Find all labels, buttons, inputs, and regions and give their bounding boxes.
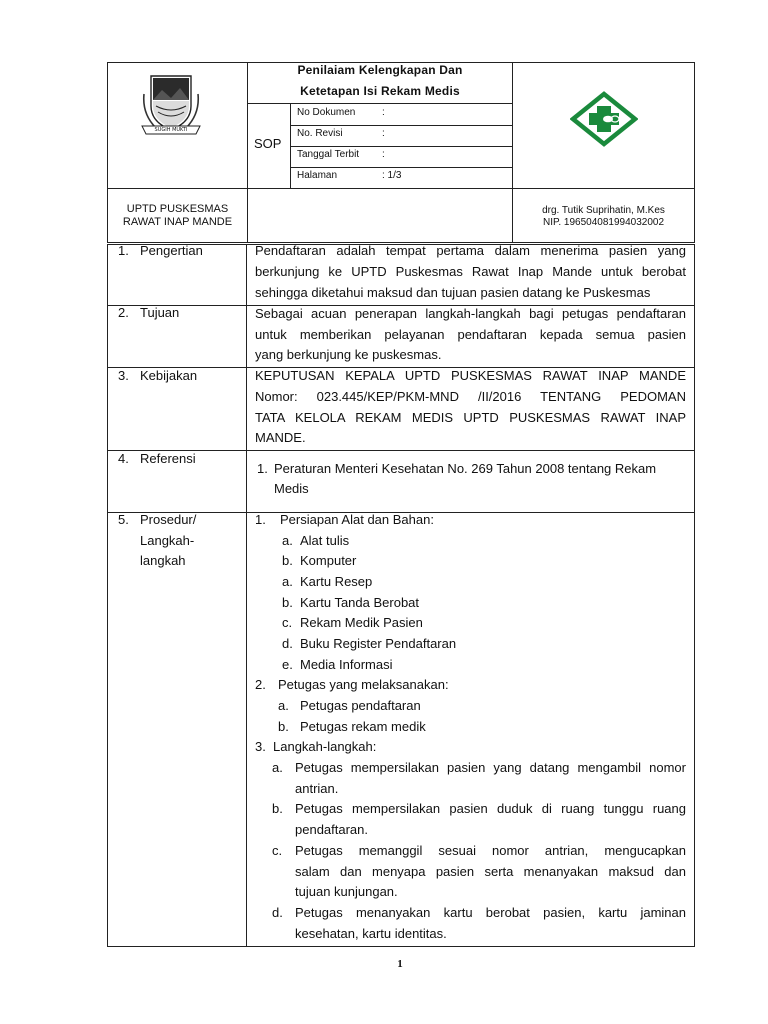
list-item-marker: c. (282, 615, 293, 630)
section-label-prosedur-3: langkah (140, 553, 186, 568)
referensi-line-2: Medis (274, 481, 309, 496)
meta-value-no-revisi: : (382, 128, 385, 139)
step-c-line-3: tujuan kunjungan. (295, 884, 398, 899)
list-item: Petugas rekam medik (300, 719, 426, 734)
list-item-marker: a. (282, 533, 293, 548)
section-number-3: 3. (118, 368, 129, 383)
meta-label-tanggal-terbit: Tanggal Terbit (297, 149, 360, 160)
step-marker-a: a. (272, 760, 283, 775)
prosedur-group-3-title: Langkah-langkah: (273, 739, 377, 754)
step-b-line-1: Petugas mempersilakan pasien duduk di ruang tunggu ruang (295, 801, 686, 816)
list-item-marker: d. (282, 636, 293, 651)
referensi-line-1: Peraturan Menteri Kesehatan No. 269 Tahun 2008 tentang Rekam (274, 461, 657, 476)
tujuan-line-1: Sebagai acuan penerapan langkah-langkah bagi petugas pendaftaran (255, 306, 686, 321)
kebijakan-line-2: Nomor: 023.445/KEP/PKM-MND /II/2016 TENTANG PEDOMAN (255, 389, 686, 404)
org-name-line2: RAWAT INAP MANDE (122, 216, 233, 228)
step-a-line-2: antrian. (295, 781, 339, 796)
prosedur-group-2-number: 2. (255, 677, 266, 692)
step-c-line-1: Petugas memanggil sesuai nomor antrian, mengucapkan (295, 843, 686, 858)
list-item: Petugas pendaftaran (300, 698, 421, 713)
tujuan-line-2: untuk memberikan pelayanan pendaftaran kepada semua pasien (255, 327, 686, 342)
signer-nip: NIP. 196504081994032002 (542, 217, 665, 228)
prosedur-group-3-number: 3. (255, 739, 266, 754)
document-title-line1: Penilaiam Kelengkapan Dan (297, 63, 463, 77)
step-b-line-2: pendaftaran. (295, 822, 369, 837)
emblem-ribbon-text: SUGIH MUKTI (154, 127, 188, 133)
step-marker-b: b. (272, 801, 283, 816)
pengertian-line-3: sehingga diketahui maksud dan tujuan pasien datang ke Puskesmas (255, 285, 651, 300)
puskesmas-logo-icon (570, 91, 638, 147)
pengertian-line-2: berkunjung ke UPTD Puskesmas Rawat Inap Mande untuk berobat (255, 264, 686, 279)
section-label-tujuan: Tujuan (140, 305, 180, 320)
section-label-pengertian: Pengertian (140, 243, 203, 258)
step-marker-c: c. (272, 843, 283, 858)
list-item-marker: e. (282, 657, 293, 672)
kebijakan-line-4: MANDE. (255, 430, 306, 445)
step-d-line-1: Petugas menanyakan kartu berobat pasien, kartu jaminan (295, 905, 686, 920)
meta-value-tanggal-terbit: : (382, 149, 385, 160)
sop-label: SOP (254, 136, 282, 151)
page-number: 1 (397, 958, 403, 970)
meta-value-no-dokumen: : (382, 107, 385, 118)
referensi-item-number: 1. (257, 461, 268, 476)
document-title-line2: Ketetapan Isi Rekam Medis (300, 84, 460, 98)
step-marker-d: d. (272, 905, 283, 920)
section-number-4: 4. (118, 451, 129, 466)
list-item: Rekam Medik Pasien (300, 615, 423, 630)
section-label-referensi: Referensi (140, 451, 196, 466)
tujuan-line-3: yang berkunjung ke puskesmas. (255, 347, 442, 362)
list-item-marker: b. (282, 595, 293, 610)
list-item-marker: a. (278, 698, 289, 713)
signer-name: drg. Tutik Suprihatin, M.Kes (542, 205, 665, 216)
meta-label-no-dokumen: No Dokumen (297, 107, 356, 118)
meta-label-no-revisi: No. Revisi (297, 128, 343, 139)
kebijakan-line-1: KEPUTUSAN KEPALA UPTD PUSKESMAS RAWAT INAP MANDE (255, 368, 686, 383)
org-name-line1: UPTD PUSKESMAS (126, 203, 229, 215)
list-item-marker: b. (278, 719, 289, 734)
list-item: Buku Register Pendaftaran (300, 636, 457, 651)
step-d-line-2: kesehatan, kartu identitas. (295, 926, 447, 941)
list-item: Media Informasi (300, 657, 393, 672)
section-number-5: 5. (118, 512, 129, 527)
meta-label-halaman: Halaman (297, 170, 338, 181)
section-label-prosedur-2: Langkah- (140, 533, 195, 548)
step-c-line-2: salam dan menyapa pasien serta menanyakan maksud dan (295, 864, 686, 879)
regency-emblem-icon (138, 70, 204, 140)
section-label-kebijakan: Kebijakan (140, 368, 198, 383)
list-item: Alat tulis (300, 533, 350, 548)
prosedur-group-1-number: 1. (255, 512, 266, 527)
step-a-line-1: Petugas mempersilakan pasien yang datang mengambil nomor (295, 760, 686, 775)
section-number-2: 2. (118, 305, 129, 320)
meta-value-halaman: : 1/3 (382, 170, 402, 181)
list-item-marker: b. (282, 553, 293, 568)
prosedur-group-1-title: Persiapan Alat dan Bahan: (280, 512, 434, 527)
list-item: Kartu Tanda Berobat (300, 595, 420, 610)
kebijakan-line-3: TATA KELOLA REKAM MEDIS UPTD PUSKESMAS RAWAT INAP (255, 410, 686, 425)
list-item: Kartu Resep (300, 574, 373, 589)
pengertian-line-1: Pendaftaran adalah tempat pertama dalam menerima pasien yang (255, 243, 686, 258)
section-number-1: 1. (118, 243, 129, 258)
section-label-prosedur-1: Prosedur/ (140, 512, 197, 527)
list-item-marker: a. (282, 574, 293, 589)
prosedur-group-2-title: Petugas yang melaksanakan: (278, 677, 449, 692)
list-item: Komputer (300, 553, 357, 568)
